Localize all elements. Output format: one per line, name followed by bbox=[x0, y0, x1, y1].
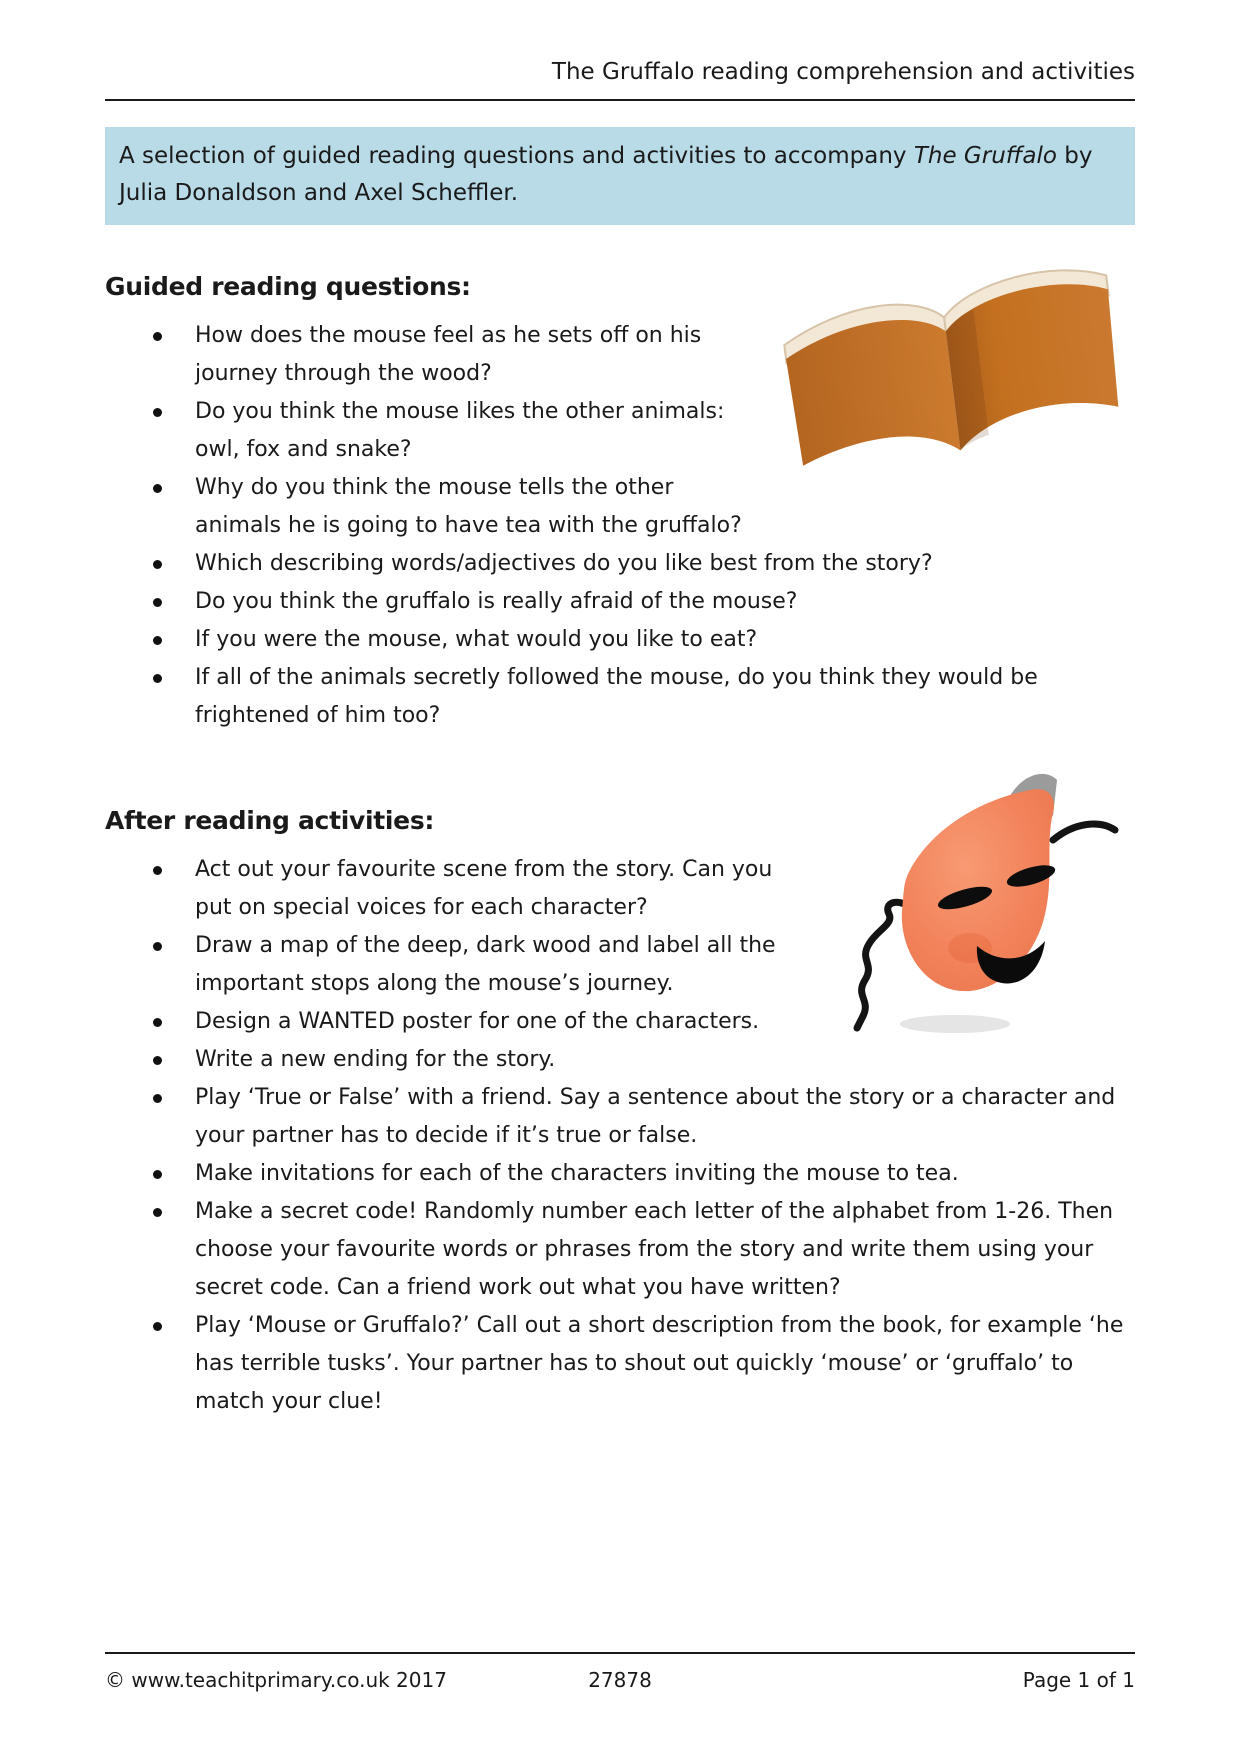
activity-item: Design a WANTED poster for one of the characters. bbox=[195, 1003, 1135, 1041]
page-footer bbox=[105, 1652, 1135, 1692]
activity-item: Make a secret code! Randomly number each letter of the alphabet from 1-26. Then choose your favourite words or phrases from the story and write them using your secret code. Can a friend work out what you have written? bbox=[195, 1193, 1135, 1307]
question-item: How does the mouse feel as he sets off on his journey through the wood? bbox=[195, 317, 1135, 393]
activity-item: Act out your favourite scene from the story. Can you put on special voices for each character? bbox=[195, 851, 1135, 927]
question-item: If you were the mouse, what would you like to eat? bbox=[195, 621, 1135, 659]
activity-item: Make invitations for each of the characters inviting the mouse to tea. bbox=[195, 1155, 1135, 1193]
activity-item: Play ‘Mouse or Gruffalo?’ Call out a short description from the book, for example ‘he has terrible tusks’. Your partner has to shout out quickly ‘mouse’ or ‘gruffalo’ to match your clue! bbox=[195, 1307, 1135, 1421]
section-after-reading-activities bbox=[105, 805, 1135, 1421]
question-item: Do you think the mouse likes the other animals: owl, fox and snake? bbox=[195, 393, 1135, 469]
question-item: Why do you think the mouse tells the other animals he is going to have tea with the gruffalo? bbox=[195, 469, 1135, 545]
questions-list bbox=[105, 317, 1135, 735]
footer-page-number: Page 1 of 1 bbox=[1022, 1668, 1135, 1692]
activities-list bbox=[105, 851, 1135, 1421]
question-item: If all of the animals secretly followed the mouse, do you think they would be frightened of him too? bbox=[195, 659, 1135, 735]
header-divider bbox=[105, 99, 1135, 101]
intro-text-after: by Julia Donaldson and Axel Scheffler. bbox=[119, 143, 1093, 206]
section-guided-reading-questions bbox=[105, 271, 1135, 735]
activity-item: Play ‘True or False’ with a friend. Say a sentence about the story or a character and your partner has to decide if it’s true or false. bbox=[195, 1079, 1135, 1155]
section-heading-questions: Guided reading questions: bbox=[105, 272, 471, 301]
header-title: The Gruffalo reading comprehension and activities bbox=[551, 59, 1135, 85]
activity-item: Write a new ending for the story. bbox=[195, 1041, 1135, 1079]
question-item: Do you think the gruffalo is really afraid of the mouse? bbox=[195, 583, 1135, 621]
section-heading-activities: After reading activities: bbox=[105, 806, 435, 835]
activity-item: Draw a map of the deep, dark wood and label all the important stops along the mouse’s journey. bbox=[195, 927, 1135, 1003]
footer-document-id: 27878 bbox=[588, 1668, 652, 1692]
question-item: Which describing words/adjectives do you like best from the story? bbox=[195, 545, 1135, 583]
footer-copyright: © www.teachitprimary.co.uk 2017 bbox=[105, 1668, 447, 1692]
intro-text-before: A selection of guided reading questions and activities to accompany bbox=[119, 143, 914, 169]
intro-box bbox=[105, 127, 1135, 225]
intro-book-title: The Gruffalo bbox=[913, 143, 1057, 169]
